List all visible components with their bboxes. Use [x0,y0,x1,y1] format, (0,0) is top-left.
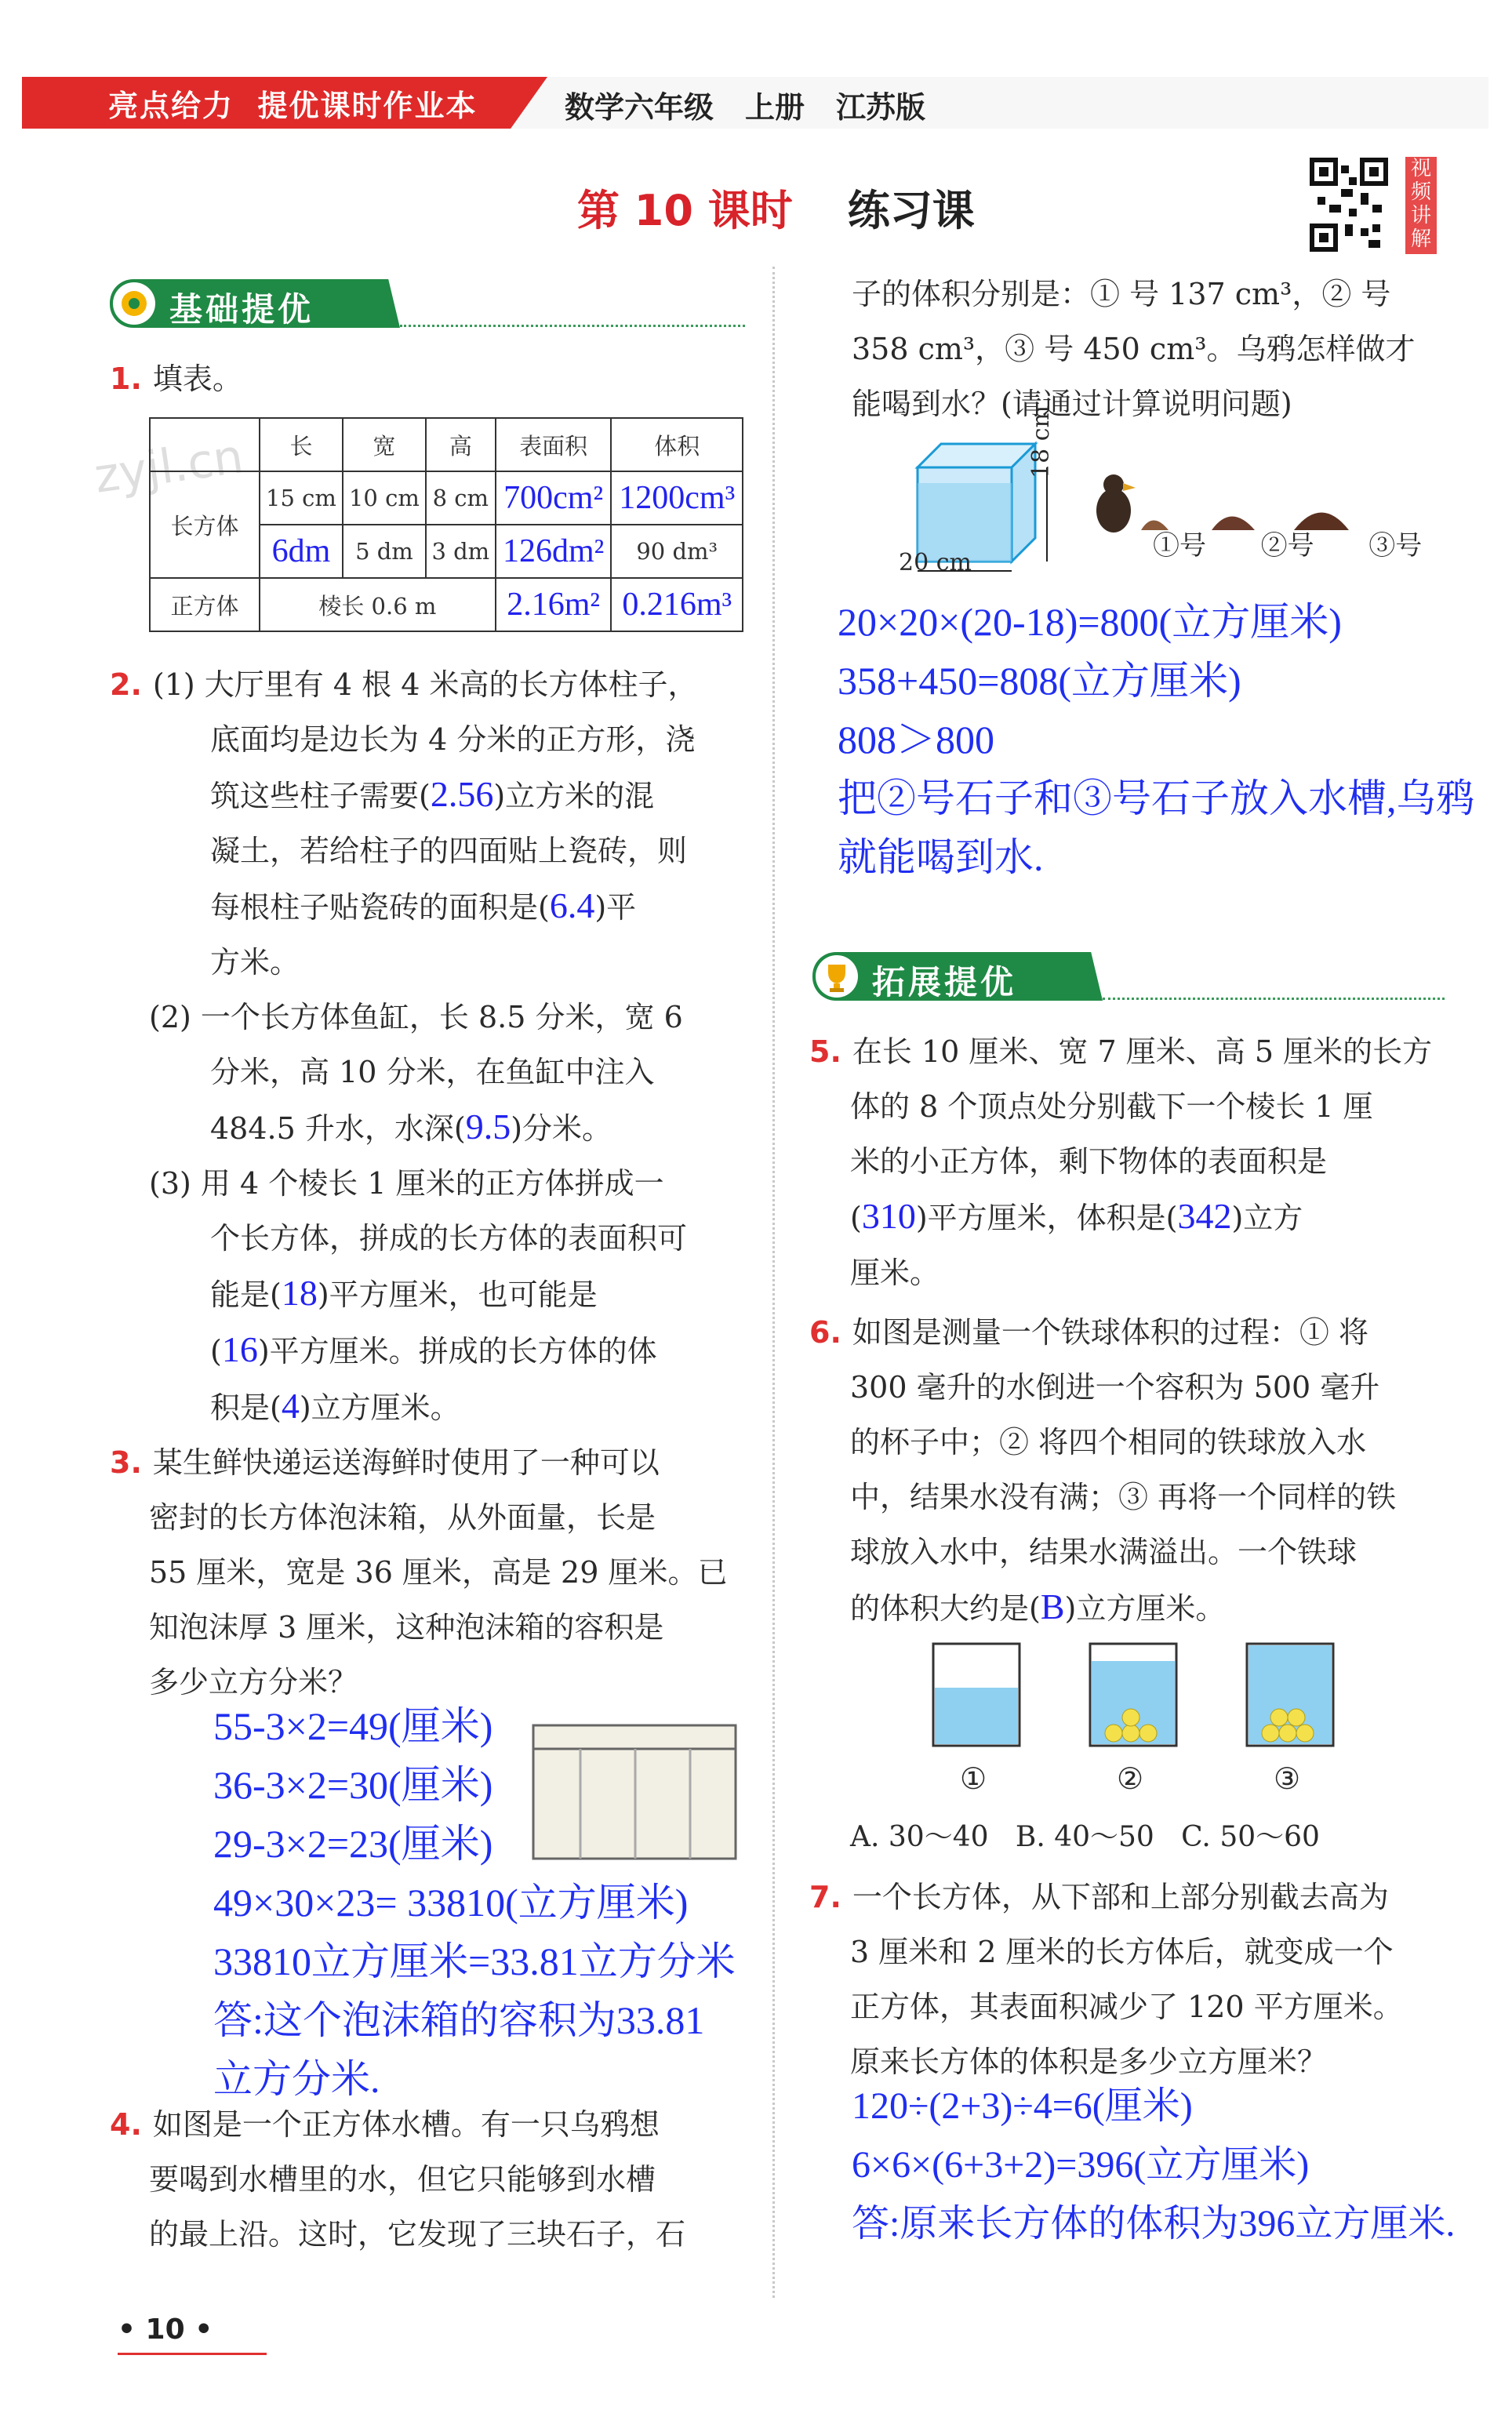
question-6: 6. 如图是测量一个铁球体积的过程：① 将 300 毫升的水倒进一个容积为 500 毫升 的杯子中；② 将四个相同的铁球放入水 中，结果水没有满；③ 再将一个同样的铁 球放入水中，结果水满溢出。一个铁球 的体积大约是(B)立方厘米。 [809,1315,1397,1627]
q7-solution: 120÷(2+3)÷4=6(厘米) 6×6×(6+3+2)=396(立方厘米) 答:原来长方体的体积为396立方厘米. [852,2085,1456,2244]
stone-labels: ①号 ②号 ③号 [1153,530,1423,562]
trophy-icon [816,955,858,998]
tank-side-label: 18 cm [1027,405,1055,478]
column-divider [772,267,775,2298]
question-4: 4. 如图是一个正方体水槽。有一只乌鸦想 要喝到水槽里的水，但它只能够到水槽 的最上沿。这时，它发现了三块石子，石 [110,2107,686,2252]
cup-2-label: ② [1117,1761,1144,1796]
page-number-underline [118,2353,267,2355]
question-7: 7. 一个长方体，从下部和上部分别截去高为 3 厘米和 2 厘米的长方体后，就变成一个 正方体，其表面积减少了 120 平方厘米。 原来长方体的体积是多少立方厘米？ [809,1880,1403,2079]
question-5: 5. 在长 10 厘米、宽 7 厘米、高 5 厘米的长方 体的 8 个顶点处分别截下一个棱长 1 厘 米的小正方体，剩下物体的表面积是 (310)平方厘米，体积是(342)立方 厘米。 [809,1034,1433,1290]
section-basic: 基础提优 [110,279,753,328]
page-number: • 10 • [118,2314,213,2346]
crow-tank-figure [902,436,1404,585]
qr-code-icon[interactable] [1310,157,1388,253]
section-extend: 拓展提优 [812,952,1448,1001]
header-brand: 亮点给力 提优课时作业本 [108,89,478,123]
q4-solution: 20×20×(20-18)=800(立方厘米) 358+450=808(立方厘米) 808＞800 把②号石子和③号石子放入水槽,乌鸦 就能喝到水. [838,600,1475,879]
qr-label: 视频讲解 [1405,157,1437,254]
gear-badge-icon [113,282,155,325]
beakers-figure [925,1636,1365,1754]
question-2: 2. (1) 大厅里有 4 根 4 米高的长方体柱子， 底面均是边长为 4 分米的正方形，浇 筑这些柱子需要(2.56)立方米的混 凝土，若给柱子的四面贴上瓷砖，则 每根柱子贴瓷砖的面积是(6.4)平 方米。 (2) 一个长方体鱼缸，长 8.5 分米，宽 6 分米，高 10 分米，在鱼缸中注入 484.5 升水，水深(9.5)分米。 (3) 用 4 个棱长 1 厘米的正方体拼成一 个长方体，拼成的长方体的表面积可 能是(18)平方厘米，也可能是 (16)平方厘米。拼成的长方体的体 积是(4)立方厘米。 [110,667,698,1426]
question-4-continued: 子的体积分别是：① 号 137 cm³，② 号 358 cm³，③ 号 450 cm³。乌鸦怎样做才 能喝到水？(请通过计算说明问题) [852,277,1416,421]
watermark: zyjl.cn [91,429,247,504]
question-1: 1. 填表。 [110,362,242,396]
q6-options: A. 30～40 B. 40～50 C. 50～60 [850,1821,1320,1853]
q3-solution: 55-3×2=49(厘米) 36-3×2=30(厘米) 29-3×2=23(厘米) 49×30×23= 33810(立方厘米) 33810立方厘米=33.81立方分米 答:这个泡沫箱的容积为33.81 立方分米. [213,1704,736,2101]
cup-3-label: ③ [1274,1761,1301,1796]
header-book-info: 数学六年级 上册 江苏版 [565,90,926,125]
cup-1-label: ① [960,1761,987,1796]
foam-box-figure [525,1717,745,1866]
fill-table: 长 宽 高 表面积 体积 长方体 15 cm 10 cm 8 cm 700cm² 1200cm³ 6dm 5 dm 3 dm 126dm² 90 dm³ 正方体 棱长 0.6 m 2.16m² 0.216m³ [149,417,743,632]
page-title: 第 10 课时 练习课 [577,186,975,235]
question-3: 3. 某生鲜快递运送海鲜时使用了一种可以 密封的长方体泡沫箱，从外面量，长是 55 厘米，宽是 36 厘米，高是 29 厘米。已 知泡沫厚 3 厘米，这种泡沫箱的容积是 多少立方分米？ [110,1445,728,1699]
tank-bottom-label: 20 cm [899,549,972,576]
